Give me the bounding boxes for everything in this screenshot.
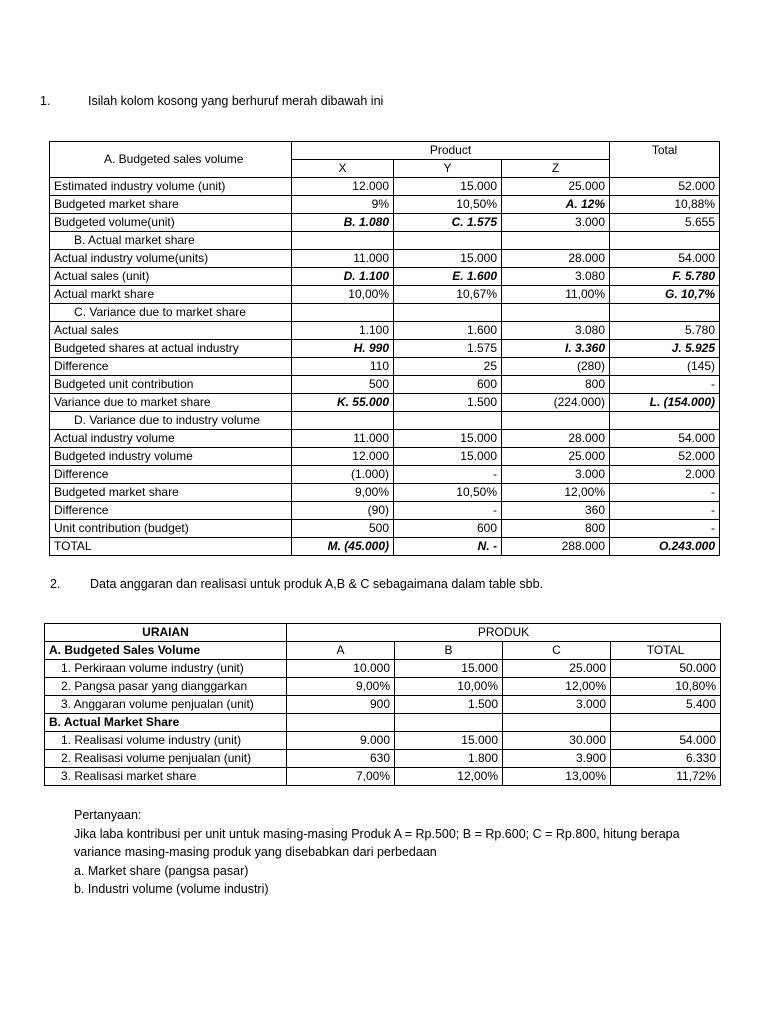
table-row	[50, 340, 720, 358]
table-row	[50, 430, 720, 448]
cell-y	[394, 304, 502, 322]
table-row	[45, 714, 721, 732]
cell-y: N. -	[394, 538, 502, 556]
pertanyaan-line-1: Jika laba kontribusi per unit untuk masing-masing Produk A = Rp.500; B = Rp.600; C = Rp.800, hitung berapa	[74, 826, 680, 841]
row-label: Budgeted shares at actual industry	[50, 340, 292, 358]
section-heading: C. Variance due to market share	[50, 304, 292, 322]
cell-x: 9,00%	[292, 484, 394, 502]
table-row	[45, 768, 721, 786]
cell-x: K. 55.000	[292, 394, 394, 412]
table-row	[50, 250, 720, 268]
cell-t: -	[610, 502, 720, 520]
cell-z: I. 3.360	[502, 340, 610, 358]
cell-t: -	[610, 484, 720, 502]
row-label: Actual sales (unit)	[50, 268, 292, 286]
budget-variance-table	[49, 141, 720, 556]
question-1-number: 1.	[40, 94, 51, 108]
cell-z: 3.000	[502, 214, 610, 232]
question-2-text: Data anggaran dan realisasi untuk produk A,B & C sebagaimana dalam table sbb.	[90, 577, 544, 591]
row-label: Variance due to market share	[50, 394, 292, 412]
cell-x: 11.000	[292, 250, 394, 268]
cell-x: 10,00%	[292, 286, 394, 304]
table-row	[50, 268, 720, 286]
cell-c: 12,00%	[503, 678, 611, 696]
cell-y: 1.500	[394, 394, 502, 412]
table-row	[50, 232, 720, 250]
section-a-label: A. Budgeted Sales Volume	[45, 642, 287, 660]
question-2-number: 2.	[50, 577, 61, 591]
cell-x: B. 1.080	[292, 214, 394, 232]
cell-y: -	[394, 466, 502, 484]
row-label: TOTAL	[50, 538, 292, 556]
cell-a: 7,00%	[287, 768, 395, 786]
cell-b: 1.500	[395, 696, 503, 714]
cell-x: 110	[292, 358, 394, 376]
cell-t: 54.000	[611, 732, 721, 750]
header-z: Z	[502, 160, 610, 178]
cell-z: 28.000	[502, 250, 610, 268]
cell-z: 25.000	[502, 448, 610, 466]
cell-x: H. 990	[292, 340, 394, 358]
cell-b: 15.000	[395, 660, 503, 678]
cell-x	[292, 412, 394, 430]
cell-t: -	[610, 376, 720, 394]
cell-x	[292, 232, 394, 250]
cell-t: 52.000	[610, 178, 720, 196]
cell-y: 15.000	[394, 250, 502, 268]
pertanyaan-title: Pertanyaan:	[74, 808, 142, 822]
table-row	[45, 696, 721, 714]
cell-a: 630	[287, 750, 395, 768]
cell-x	[292, 304, 394, 322]
cell-z: A. 12%	[502, 196, 610, 214]
cell-b: 12,00%	[395, 768, 503, 786]
cell-t: 54.000	[610, 430, 720, 448]
produk-table	[44, 623, 721, 786]
cell-t: 2.000	[610, 466, 720, 484]
section-heading: D. Variance due to industry volume	[50, 412, 292, 430]
table-row	[50, 376, 720, 394]
cell-t: O.243.000	[610, 538, 720, 556]
cell-t: F. 5.780	[610, 268, 720, 286]
table-row	[45, 678, 721, 696]
table-row	[50, 484, 720, 502]
table-row	[50, 412, 720, 430]
row-label: Actual industry volume	[50, 430, 292, 448]
cell-y: 15.000	[394, 178, 502, 196]
cell-y: 10,67%	[394, 286, 502, 304]
header-x: X	[292, 160, 394, 178]
cell-t: 11,72%	[611, 768, 721, 786]
pertanyaan-line-2: variance masing-masing produk yang disebabkan dari perbedaan	[74, 845, 437, 859]
table-row	[50, 502, 720, 520]
table-row	[50, 358, 720, 376]
row-label: 2. Pangsa pasar yang dianggarkan	[45, 678, 287, 696]
row-label: Budgeted industry volume	[50, 448, 292, 466]
pertanyaan-item-a: a. Market share (pangsa pasar)	[74, 863, 249, 878]
cell-c: 30.000	[503, 732, 611, 750]
header-budgeted-sales-volume: A. Budgeted sales volume	[50, 142, 292, 178]
cell-z	[502, 412, 610, 430]
cell-x: 9%	[292, 196, 394, 214]
cell-b: 15.000	[395, 732, 503, 750]
row-label: Difference	[50, 502, 292, 520]
cell-t: J. 5.925	[610, 340, 720, 358]
cell-t: 54.000	[610, 250, 720, 268]
cell-y: 25	[394, 358, 502, 376]
cell-z: 360	[502, 502, 610, 520]
row-label: Budgeted volume(unit)	[50, 214, 292, 232]
header-a: A	[287, 642, 395, 660]
cell-a: 9,00%	[287, 678, 395, 696]
cell-z	[502, 232, 610, 250]
cell-z: 28.000	[502, 430, 610, 448]
row-label: 3. Anggaran volume penjualan (unit)	[45, 696, 287, 714]
cell-x: 1.100	[292, 322, 394, 340]
cell-a: 9.000	[287, 732, 395, 750]
cell-t: L. (154.000)	[610, 394, 720, 412]
cell-t	[610, 232, 720, 250]
cell-c: 13,00%	[503, 768, 611, 786]
cell-x: (1.000)	[292, 466, 394, 484]
cell-z	[502, 304, 610, 322]
cell-x: 500	[292, 376, 394, 394]
table-row	[45, 750, 721, 768]
header-c: C	[503, 642, 611, 660]
cell-z: (280)	[502, 358, 610, 376]
table-row	[50, 538, 720, 556]
row-label: 1. Realisasi volume industry (unit)	[45, 732, 287, 750]
cell-t	[610, 412, 720, 430]
pertanyaan-item-b: b. Industri volume (volume industri)	[74, 882, 269, 896]
table-row	[50, 286, 720, 304]
cell-y: 600	[394, 376, 502, 394]
cell-y: 10,50%	[394, 484, 502, 502]
row-label: 3. Realisasi market share	[45, 768, 287, 786]
table-row	[50, 394, 720, 412]
header-produk: PRODUK	[287, 624, 721, 642]
table-row	[50, 304, 720, 322]
pertanyaan-block	[74, 806, 680, 899]
cell-t: 5.400	[611, 696, 721, 714]
cell-y: 10,50%	[394, 196, 502, 214]
cell-z: 12,00%	[502, 484, 610, 502]
cell-y: 15.000	[394, 430, 502, 448]
empty-cell	[287, 714, 395, 732]
cell-z: (224.000)	[502, 394, 610, 412]
empty-cell	[611, 714, 721, 732]
header-total: Total	[610, 142, 720, 178]
header-uraian: URAIAN	[45, 624, 287, 642]
cell-y: C. 1.575	[394, 214, 502, 232]
cell-t: 10,88%	[610, 196, 720, 214]
table-row	[50, 322, 720, 340]
cell-z: 800	[502, 376, 610, 394]
cell-b: 1.800	[395, 750, 503, 768]
cell-c: 25.000	[503, 660, 611, 678]
table-row	[50, 196, 720, 214]
header-b: B	[395, 642, 503, 660]
section-heading: B. Actual market share	[50, 232, 292, 250]
row-label: 1. Perkiraan volume industry (unit)	[45, 660, 287, 678]
table-header-row	[50, 142, 720, 160]
cell-t: -	[610, 520, 720, 538]
empty-cell	[395, 714, 503, 732]
cell-t: G. 10,7%	[610, 286, 720, 304]
cell-t: 5.655	[610, 214, 720, 232]
cell-z: 800	[502, 520, 610, 538]
cell-y: E. 1.600	[394, 268, 502, 286]
cell-t: (145)	[610, 358, 720, 376]
cell-z: 3.080	[502, 322, 610, 340]
empty-cell	[503, 714, 611, 732]
cell-y	[394, 232, 502, 250]
row-label: Difference	[50, 466, 292, 484]
table-row	[50, 520, 720, 538]
table-row	[45, 732, 721, 750]
cell-z: 3.080	[502, 268, 610, 286]
cell-x: 12.000	[292, 178, 394, 196]
cell-z: 11,00%	[502, 286, 610, 304]
cell-a: 10.000	[287, 660, 395, 678]
cell-z: 25.000	[502, 178, 610, 196]
cell-x: D. 1.100	[292, 268, 394, 286]
cell-y: 1.600	[394, 322, 502, 340]
cell-x: 11.000	[292, 430, 394, 448]
cell-c: 3.000	[503, 696, 611, 714]
cell-t: 50.000	[611, 660, 721, 678]
row-label: 2. Realisasi volume penjualan (unit)	[45, 750, 287, 768]
cell-x: M. (45.000)	[292, 538, 394, 556]
cell-t: 52.000	[610, 448, 720, 466]
row-label: Budgeted market share	[50, 484, 292, 502]
cell-y	[394, 412, 502, 430]
cell-c: 3.900	[503, 750, 611, 768]
cell-z: 288.000	[502, 538, 610, 556]
header-product: Product	[292, 142, 610, 160]
table-header-row	[45, 624, 721, 642]
row-label: Actual sales	[50, 322, 292, 340]
table-row	[50, 466, 720, 484]
cell-x: 500	[292, 520, 394, 538]
cell-y: 15.000	[394, 448, 502, 466]
table-row	[50, 214, 720, 232]
table-row	[50, 448, 720, 466]
header-total: TOTAL	[611, 642, 721, 660]
row-label: Unit contribution (budget)	[50, 520, 292, 538]
row-label: Difference	[50, 358, 292, 376]
cell-z: 3.000	[502, 466, 610, 484]
row-label: Actual markt share	[50, 286, 292, 304]
cell-t: 6.330	[611, 750, 721, 768]
cell-t: 10,80%	[611, 678, 721, 696]
cell-x: (90)	[292, 502, 394, 520]
header-y: Y	[394, 160, 502, 178]
cell-y: -	[394, 502, 502, 520]
question-1-text: Isilah kolom kosong yang berhuruf merah dibawah ini	[88, 94, 384, 108]
cell-a: 900	[287, 696, 395, 714]
row-label: Budgeted market share	[50, 196, 292, 214]
section-b-label: B. Actual Market Share	[45, 714, 287, 732]
cell-t: 5.780	[610, 322, 720, 340]
row-label: Actual industry volume(units)	[50, 250, 292, 268]
table-subheader-row	[45, 642, 721, 660]
table-row	[45, 660, 721, 678]
row-label: Estimated industry volume (unit)	[50, 178, 292, 196]
cell-y: 1.575	[394, 340, 502, 358]
cell-b: 10,00%	[395, 678, 503, 696]
cell-t	[610, 304, 720, 322]
cell-x: 12.000	[292, 448, 394, 466]
table-row	[50, 178, 720, 196]
row-label: Budgeted unit contribution	[50, 376, 292, 394]
cell-y: 600	[394, 520, 502, 538]
